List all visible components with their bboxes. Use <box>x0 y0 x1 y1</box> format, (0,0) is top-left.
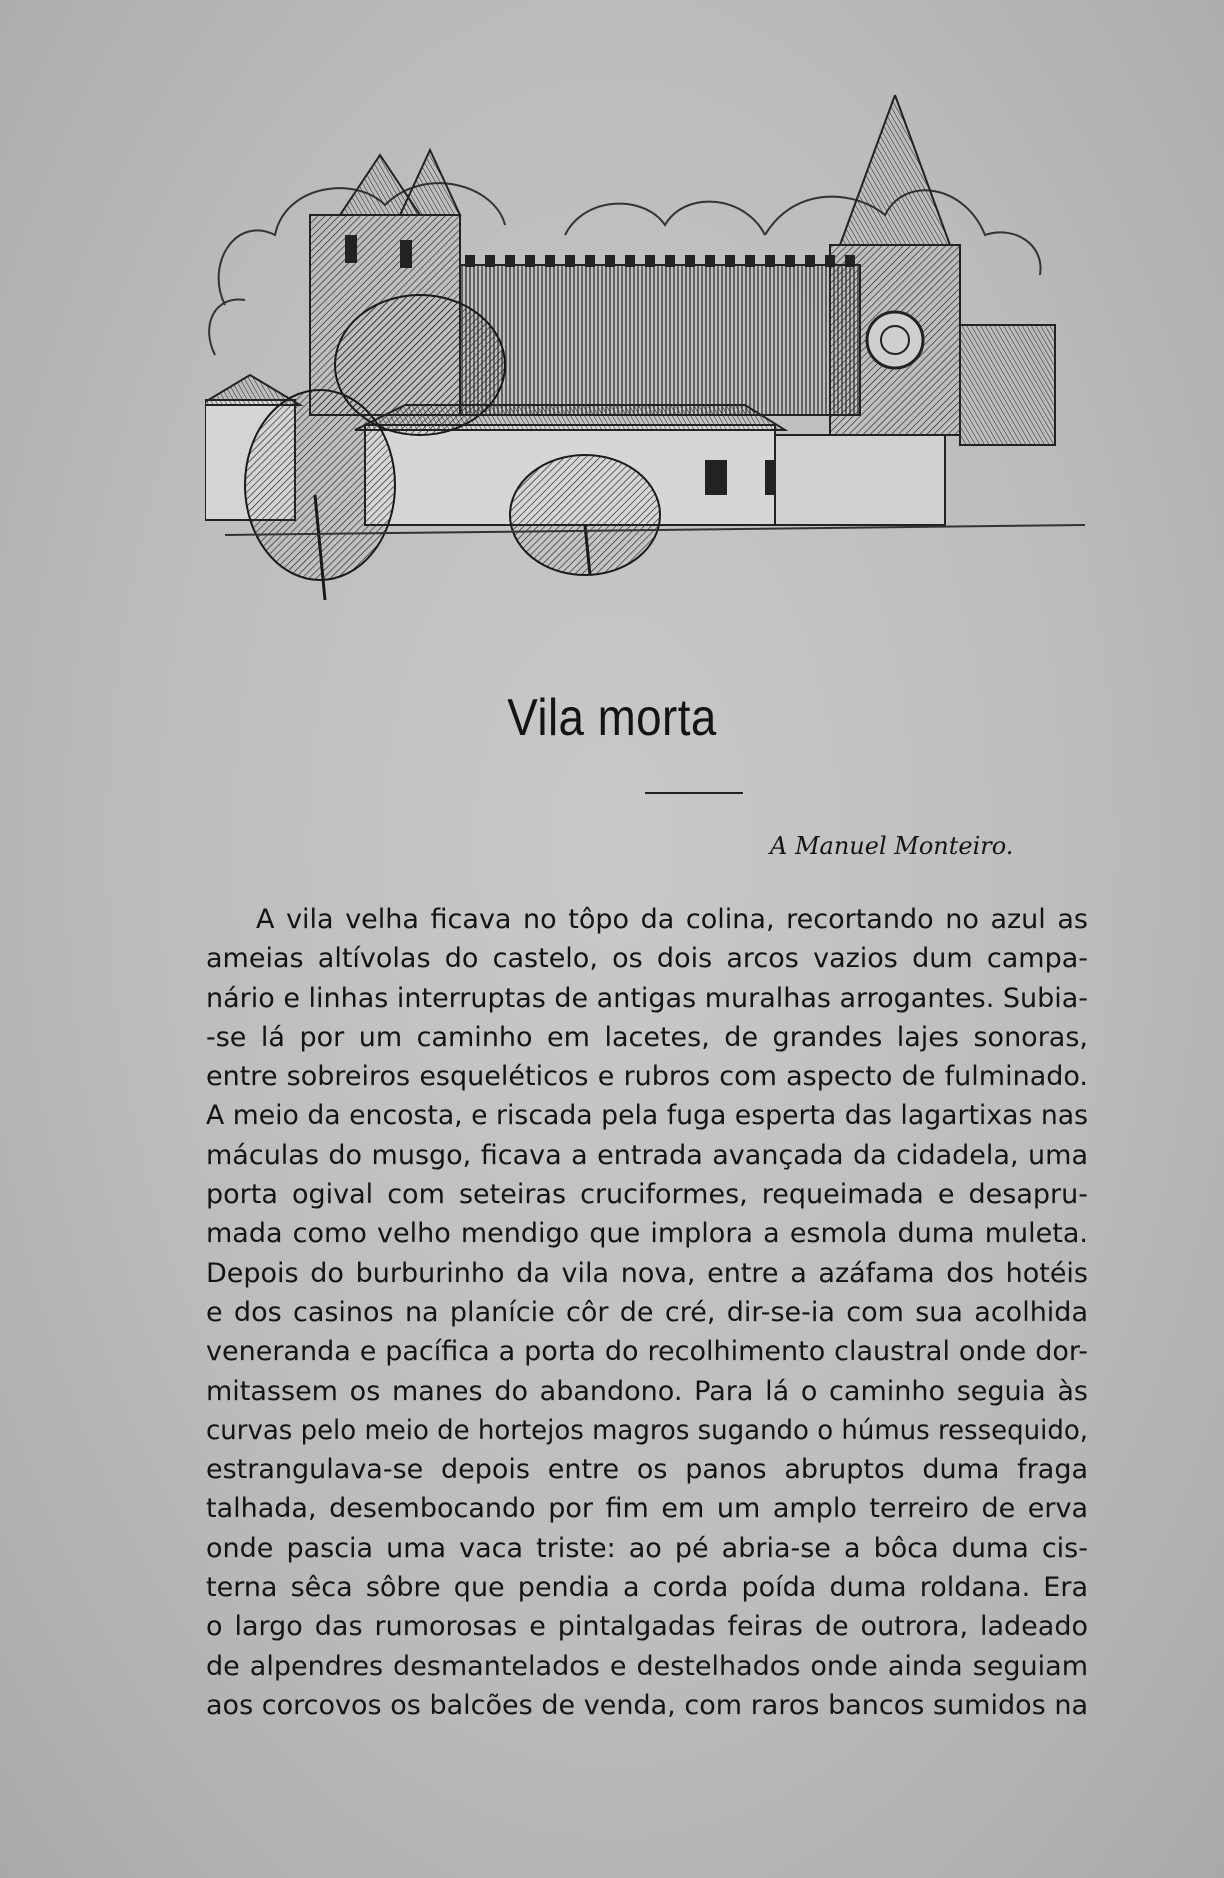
text-line: ameias altívolas do castelo, os dois arcos vazios dum campa- <box>206 943 1088 975</box>
dedication: A Manuel Monteiro. <box>770 832 1014 860</box>
chapter-title: Vila morta <box>507 689 717 747</box>
text-line: -se lá por um caminho em lacetes, de grandes lajes sonoras, <box>206 1021 1088 1053</box>
body-paragraph <box>206 900 1088 1725</box>
text-line: o largo das rumorosas e pintalgadas feiras de outrora, ladeado <box>206 1611 1088 1643</box>
text-line: mitassem os manes do abandono. Para lá o caminho seguia às <box>206 1375 1088 1407</box>
text-line: A vila velha ficava no tôpo da colina, recortando no azul as <box>256 904 1088 935</box>
text-line: máculas do musgo, ficava a entrada avançada da cidadela, uma <box>206 1139 1088 1171</box>
text-line: Depois do burburinho da vila nova, entre a azáfama dos hotéis <box>206 1257 1088 1289</box>
text-line: estrangulava-se depois entre os panos abruptos duma fraga <box>206 1454 1088 1486</box>
text-line: veneranda e pacífica a porta do recolhimento claustral onde dor- <box>206 1336 1088 1368</box>
cathedral-illustration <box>205 95 1105 600</box>
text-line: onde pascia uma vaca triste: ao pé abria-se a bôca duma cis- <box>206 1532 1088 1564</box>
text-line: nário e linhas interruptas de antigas muralhas arrogantes. Subia- <box>206 982 1088 1014</box>
text-line: talhada, desembocando por fim em um amplo terreiro de erva <box>206 1493 1088 1525</box>
text-line: porta ogival com seteiras cruciformes, requeimada e desapru- <box>206 1179 1088 1211</box>
text-line: curvas pelo meio de hortejos magros sugando o húmus ressequido, <box>206 1414 1088 1446</box>
text-line: e dos casinos na planície côr de cré, dir-se-ia com sua acolhida <box>206 1296 1088 1328</box>
text-line: de alpendres desmantelados e destelhados onde ainda seguiam <box>206 1650 1088 1682</box>
text-line: aos corcovos os balcões de venda, com raros bancos sumidos na <box>206 1689 1088 1721</box>
text-line: terna sêca sôbre que pendia a corda poída duma roldana. Era <box>206 1572 1088 1604</box>
text-line: entre sobreiros esqueléticos e rubros com aspecto de fulminado. <box>206 1061 1088 1093</box>
title-divider <box>645 792 743 794</box>
text-line: A meio da encosta, e riscada pela fuga esperta das lagartixas nas <box>206 1100 1088 1132</box>
text-line: mada como velho mendigo que implora a esmola duma muleta. <box>206 1218 1088 1250</box>
